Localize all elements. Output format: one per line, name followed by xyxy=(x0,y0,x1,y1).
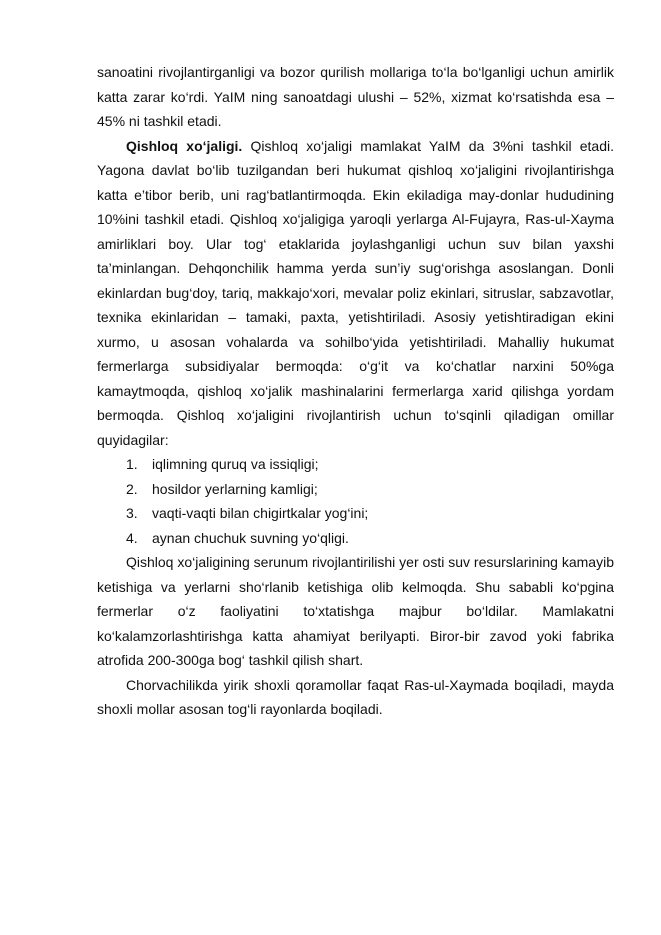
list-item-text: aynan chuchuk suvning yo‘qligi. xyxy=(152,529,349,546)
factors-list xyxy=(97,452,614,550)
list-item xyxy=(97,477,614,502)
paragraph-agriculture-body: Qishloq xo‘jaligi mamlakat YaIM da 3%ni tashkil etadi. Yagona davlat bo‘lib tuzilgandan beri hukumat qishloq xo‘jaligini rivojlantirishga katta e’tibor berib, uni rag‘batlantirmoqda. Ekin ekiladiga may-donlar hududining 10%ini tashkil etadi. Qishloq xo‘jaligiga yaroqli yerlarga Al-Fujayra, Ras-ul-Xayma amirliklari boy. Ular tog‘ etaklarida joylashganligi uchun suv bilan yaxshi ta’minlangan. Dehqonchilik hamma yerda sun’iy sug‘orishga asoslangan. Donli ekinlardan bug‘doy, tariq, makkajo‘xori, mevalar poliz ekinlari, sitruslar, sabzavotlar, texnika ekinlaridan – tamaki, paxta, yetishtiriladi. Asosiy yetishtiradigan ekini xurmo, u asosan vohalarda va sohilbo‘yida yetishtiriladi. Mahalliy hukumat fermerlarga subsidiyalar bermoqda: o‘g‘it va ko‘chatlar narxini 50%ga kamaytmoqda, qishloq xo‘jalik mashinalarini fermerlarga xarid qilishga yordam bermoqda. Qishloq xo‘jaligini rivojlantirish uchun to‘sqinli qiladigan omillar quyidagilar: xyxy=(97,137,614,448)
list-item xyxy=(97,501,614,526)
list-item-number: 3. xyxy=(126,505,138,521)
document-page xyxy=(97,60,614,722)
section-heading-agriculture: Qishloq xo‘jaligi. xyxy=(126,137,243,154)
list-item-text: hosildor yerlarning kamligi; xyxy=(152,480,318,497)
paragraph-irrigation: Qishloq xo‘jaligining serunum rivojlantirilishi yer osti suv resurslarining kamayib ketishiga va yerlarni sho‘rlanib ketishiga olib kelmoqda. Shu sababli ko‘pgina fermerlar o‘z faoliyatini to‘xtatishga majbur bo‘ldilar. Mamlakatni ko‘kalamzorlashtirishga katta ahamiyat berilyapti. Biror-bir zavod yoki fabrika atrofida 200-300ga bog‘ tashkil qilish shart. xyxy=(97,554,614,668)
list-item-text: iqlimning quruq va issiqligi; xyxy=(152,456,319,472)
list-item-number: 4. xyxy=(126,529,138,546)
list-item-number: 2. xyxy=(126,480,138,497)
list-item-number: 1. xyxy=(126,456,138,472)
list-item-text: vaqti-vaqti bilan chigirtkalar yog‘ini; xyxy=(152,505,369,521)
list-item xyxy=(97,526,614,551)
paragraph-livestock: Chorvachilikda yirik shoxli qoramollar faqat Ras-ul-Xaymada boqiladi, mayda shoxli mollar asosan tog‘li rayonlarda boqiladi. xyxy=(97,676,614,717)
list-item xyxy=(97,452,614,477)
paragraph-agriculture xyxy=(97,134,614,453)
paragraph-industry: sanoatini rivojlantirganligi va bozor qurilish mollariga to‘la bo‘lganligi uchun amirlik katta zarar ko‘rdi. YaIM ning sanoatdagi ulushi – 52%, xizmat ko‘rsatishda esa – 45% ni tashkil etadi. xyxy=(97,64,614,129)
